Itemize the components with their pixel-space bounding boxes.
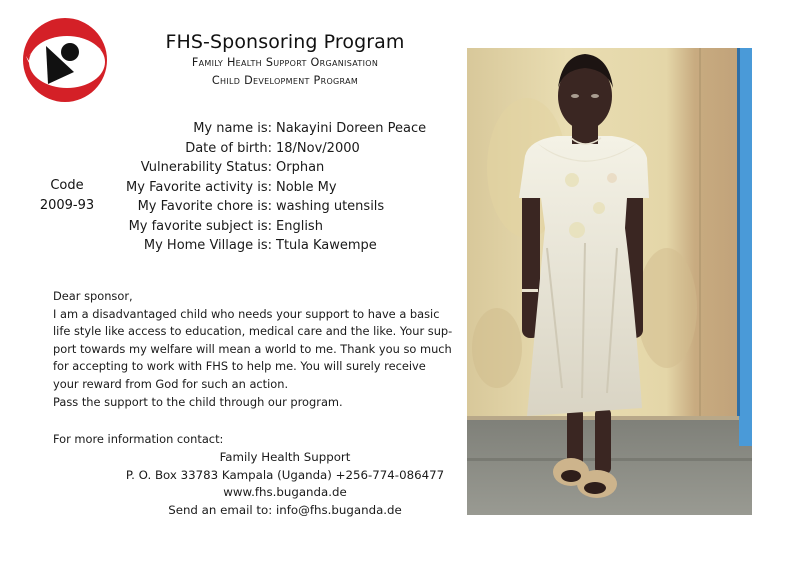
profile-row-chore [100, 197, 460, 217]
child-portrait-image [467, 48, 752, 515]
profile-label: My Favorite activity is: [126, 179, 272, 195]
child-code [28, 176, 106, 216]
profile-label: My Home Village is: [143, 238, 272, 253]
page-title: FHS-Sponsoring Program [165, 31, 405, 53]
letter-line: I am a disadvantaged child who needs your support to have a basic [53, 306, 440, 321]
profile-label: Vulnerability Status: [140, 160, 272, 175]
child-photo [467, 48, 752, 515]
profile-label: My name is: [193, 121, 272, 136]
letter-line: your reward from God for such an action. [53, 376, 289, 391]
contact-website-link[interactable]: www.fhs.buganda.de [223, 485, 347, 500]
letter-line: port towards my welfare will mean a world to me. Thank you so much [53, 341, 452, 356]
contact-email-link[interactable]: Send an email to: info@fhs.buganda.de [168, 502, 402, 517]
letter-line: for accepting to work with FHS to help me. You will surely receive [53, 359, 426, 374]
profile-row-vulnerability [100, 158, 460, 178]
profile-row-dob [100, 139, 460, 159]
code-value: 2009-93 [39, 198, 95, 213]
profile-row-name [100, 119, 460, 139]
profile-row-activity [100, 178, 460, 198]
child-profile [100, 119, 460, 256]
fhs-logo-icon [22, 16, 108, 104]
program-subtitle: Child Development Program [211, 74, 359, 87]
profile-label: My Favorite chore is: [137, 199, 272, 214]
profile-label: Date of birth: [185, 140, 272, 156]
organisation-subtitle: Family Health Support Organisation [191, 56, 379, 69]
contact-organisation: Family Health Support [219, 450, 351, 464]
profile-value: Orphan [276, 160, 325, 175]
profile-value: Noble My [276, 179, 337, 195]
profile-value: 18/Nov/2000 [276, 140, 360, 156]
contact-address: P. O. Box 33783 Kampala (Uganda) +256-774-086477 [125, 467, 445, 482]
profile-label: My favorite subject is: [128, 218, 272, 234]
profile-value: Nakayini Doreen Peace [276, 121, 427, 136]
profile-row-village [100, 236, 460, 256]
sponsor-letter [53, 288, 458, 411]
profile-value: washing utensils [276, 199, 385, 214]
profile-row-subject [100, 217, 460, 237]
letter-line: Dear sponsor, [53, 289, 133, 303]
fhs-logo [22, 16, 108, 104]
letter-line: Pass the support to the child through our program. [53, 394, 343, 409]
letter-line: life style like access to education, medical care and the like. Your sup- [53, 324, 453, 339]
header [140, 30, 430, 90]
contact-block [40, 449, 530, 519]
contact-intro: For more information contact: [53, 432, 224, 446]
profile-value: English [276, 218, 323, 234]
profile-value: Ttula Kawempe [276, 238, 377, 253]
code-label: Code [50, 178, 84, 193]
